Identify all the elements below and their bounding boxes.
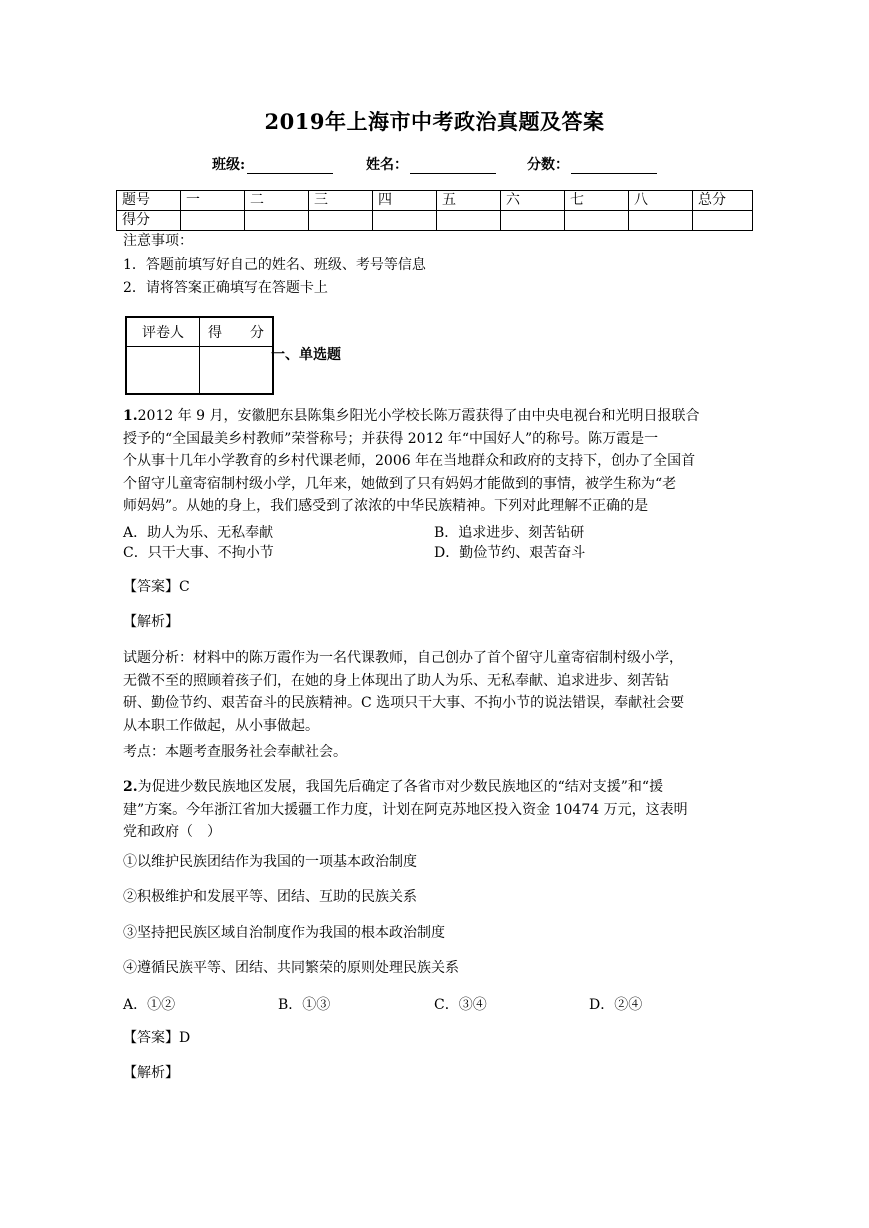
analysis-line: 从本职工作做起，从小事做起。: [123, 717, 319, 734]
notes-heading: 注意事项：: [123, 233, 193, 249]
question-1-stem: [123, 405, 743, 518]
analysis-line: 研、勤俭节约、艰苦奋斗的民族精神。C 选项只干大事、不拘小节的说法错误，奉献社会要: [123, 695, 685, 711]
score-table-cell: 二: [245, 191, 309, 211]
score-input-cell[interactable]: [373, 211, 437, 231]
note-item: 2．请将答案正确填写在答题卡上: [123, 280, 328, 296]
class-label: 班级:: [212, 157, 246, 173]
grader-reviewer-label: 评卷人: [126, 317, 200, 347]
statement-item: ①以维护民族团结作为我国的一项基本政治制度: [123, 854, 417, 870]
grader-score-label: 得 分: [200, 317, 274, 347]
grader-reviewer-cell[interactable]: [126, 347, 200, 395]
score-label: 分数：: [527, 157, 569, 173]
question-2-stem: [123, 776, 743, 844]
option-c[interactable]: C．③④: [434, 997, 487, 1013]
analysis-label: 【解析】: [123, 1065, 179, 1081]
note-item: 1．答题前填写好自己的姓名、班级、考号等信息: [123, 257, 426, 273]
statement-item: ③坚持把民族区域自治制度作为我国的根本政治制度: [123, 925, 445, 941]
question-line: 党和政府（ ）: [123, 824, 221, 840]
score-table-header-row: [117, 191, 753, 211]
question-line: 建”方案。今年浙江省加大援疆工作力度，计划在阿克苏地区投入资金 10474 万元，这表明: [123, 801, 688, 818]
analysis-line: 试题分析：材料中的陈万霞作为一名代课教师，自己创办了首个留守儿童寄宿制村级小学，: [123, 650, 683, 666]
score-input-cell[interactable]: [245, 211, 309, 231]
answer: 【答案】C: [123, 579, 190, 595]
grader-table: [125, 316, 274, 395]
score-input-cell[interactable]: [629, 211, 693, 231]
grader-score-cell[interactable]: [200, 347, 274, 395]
score-table-cell: 八: [629, 191, 693, 211]
option-d[interactable]: D．勤俭节约、艰苦奋斗: [434, 545, 586, 561]
option-c[interactable]: C．只干大事、不拘小节: [123, 545, 274, 561]
name-label: 姓名：: [366, 157, 408, 173]
knowledge-point: 考点：本题考查服务社会奉献社会。: [123, 744, 347, 760]
option-d[interactable]: D．②④: [589, 997, 643, 1013]
class-blank[interactable]: [247, 159, 333, 174]
score-field: [527, 154, 657, 174]
score-table-cell: 三: [309, 191, 373, 211]
score-input-cell[interactable]: [309, 211, 373, 231]
question-number: 1.: [123, 408, 138, 424]
analysis-line: 无微不至的照顾着孩子们，在她的身上体现出了助人为乐、无私奉献、追求进步、刻苦钻: [123, 672, 669, 689]
page-title: 2019年上海市中考政治真题及答案: [264, 109, 605, 134]
score-table-cell: 七: [565, 191, 629, 211]
section-heading: 一、单选题: [271, 347, 341, 363]
score-table-cell: 总分: [693, 191, 753, 211]
score-input-cell[interactable]: [565, 211, 629, 231]
option-b[interactable]: B．追求进步、刻苦钻研: [434, 525, 585, 541]
score-input-cell[interactable]: [181, 211, 245, 231]
score-table-score-row: [117, 211, 753, 231]
score-table-cell: 题号: [117, 191, 181, 211]
score-table-cell: 六: [501, 191, 565, 211]
class-field: [212, 154, 333, 174]
question-number: 2.: [123, 779, 138, 795]
analysis-label: 【解析】: [123, 614, 179, 630]
analysis-text: [123, 647, 743, 737]
score-input-cell[interactable]: [501, 211, 565, 231]
question-line: 个从事十几年小学教育的乡村代课老师，2006 年在当地群众和政府的支持下，创办了全国首: [123, 453, 696, 469]
question-line: 个留守儿童寄宿制村级小学，几年来，她做到了只有妈妈才能做到的事情，被学生称为“老: [123, 475, 677, 492]
score-table: [116, 190, 753, 231]
score-table-row-label: 得分: [117, 211, 181, 231]
score-table-cell: 五: [437, 191, 501, 211]
option-a[interactable]: A．①②: [123, 997, 176, 1013]
score-table-cell: 四: [373, 191, 437, 211]
name-field: [366, 154, 496, 174]
question-line: 师妈妈”。从她的身上，我们感受到了浓浓的中华民族精神。下列对此理解不正确的是: [123, 498, 649, 514]
name-blank[interactable]: [410, 159, 496, 174]
score-blank[interactable]: [571, 159, 657, 174]
score-table-cell: 一: [181, 191, 245, 211]
answer: 【答案】D: [123, 1030, 191, 1046]
question-line: 2012 年 9 月，安徽肥东县陈集乡阳光小学校长陈万霞获得了由中央电视台和光明日报联合: [137, 408, 700, 424]
score-input-cell[interactable]: [693, 211, 753, 231]
statement-item: ④遵循民族平等、团结、共同繁荣的原则处理民族关系: [123, 960, 459, 976]
statement-item: ②积极维护和发展平等、团结、互助的民族关系: [123, 889, 417, 905]
score-input-cell[interactable]: [437, 211, 501, 231]
question-line: 为促进少数民族地区发展，我国先后确定了各省市对少数民族地区的“结对支援”和“援: [137, 779, 664, 795]
option-b[interactable]: B．①③: [278, 997, 331, 1013]
question-line: 授予的“全国最美乡村教师”荣誉称号；并获得 2012 年“中国好人”的称号。陈万霞是一: [123, 430, 659, 447]
option-a[interactable]: A．助人为乐、无私奉献: [123, 525, 274, 541]
